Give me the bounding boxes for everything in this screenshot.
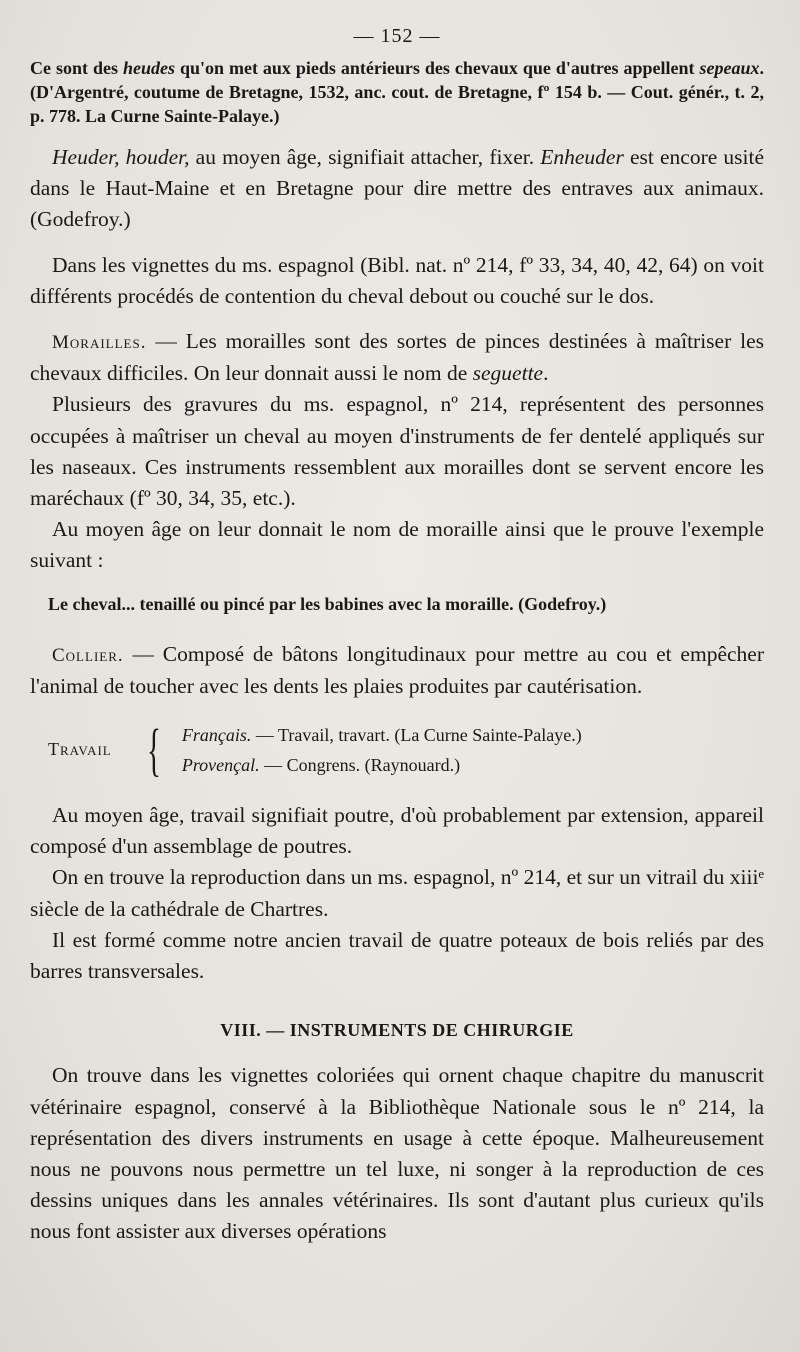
italic-term: Heuder, houder,: [52, 145, 190, 169]
text-run: — Les morailles sont des sortes de pinces destinées à maîtriser les chevaux difficiles. On leur donnait aussi le nom de: [30, 329, 764, 386]
text-run: Ce sont des: [30, 58, 123, 78]
paragraph-reproduction: On en trouve la reproduction dans un ms. espagnol, nº 214, et sur un vitrail du xiiiᵉ siècle de la cathédrale de Chartres.: [30, 865, 764, 921]
text-run: — Congrens. (Raynouard.): [259, 755, 461, 776]
entry-heading: Collier.: [52, 644, 124, 666]
paragraph-poutre: Au moyen âge, travail signifiait poutre, d'où probablement par extension, appareil composé d'un assemblage de poutres.: [30, 803, 764, 859]
section-title: VIII. — INSTRUMENTS DE CHIRURGIE: [220, 1020, 574, 1041]
italic-term: sepeaux: [699, 58, 760, 78]
paragraph-heudes: [30, 56, 764, 128]
quotation: Le cheval... tenaillé ou pincé par les babines avec la moraille. (Godefroy.): [48, 593, 607, 614]
text-run: qu'on met aux pieds antérieurs des chevaux que d'autres appellent: [174, 58, 700, 78]
text-column: [30, 22, 764, 1248]
italic-term: Provençal.: [181, 755, 260, 776]
text-run: .: [543, 361, 549, 386]
text-run: — Travail, travart. (La Curne Sainte-Palaye.): [251, 725, 582, 746]
travail-line-francais: [182, 720, 582, 750]
paragraph-forme: Il est formé comme notre ancien travail de quatre poteaux de bois reliés par des barres transversales.: [30, 927, 764, 984]
travail-lines: [182, 720, 582, 780]
italic-term: Enheuder: [540, 145, 624, 169]
travail-label: Travail: [48, 739, 112, 760]
italic-term: seguette: [472, 361, 544, 386]
italic-term: heudes: [122, 58, 175, 78]
travail-line-provencal: [182, 750, 582, 780]
entry-heading: Morailles.: [52, 332, 147, 354]
text-run: est encore usité dans le Haut-Maine et en Bretagne pour dire mettre des entraves aux animaux. (Godefroy.): [30, 145, 765, 232]
paragraph-moyen-age: Au moyen âge on leur donnait le nom de moraille ainsi que le prouve l'exemple suivant :: [30, 517, 764, 573]
text-run: — Composé de bâtons longitudinaux pour mettre au cou et empêcher l'animal de toucher avec les dents les plaies produites par cautérisation.: [30, 641, 764, 698]
paragraph-gravures: Plusieurs des gravures du ms. espagnol, nº 214, représentent des personnes occupées à maîtriser un cheval au moyen d'instruments de fer dentelé appliqués sur les naseaux. Ces instruments ressemblent aux morailles dont se servent encore les maréchaux (fº 30, 34, 35, etc.).: [30, 392, 764, 511]
paragraph-vignettes: Dans les vignettes du ms. espagnol (Bibl. nat. nº 214, fº 33, 34, 40, 42, 64) on voit différents procédés de contention du cheval debout ou couché sur le dos.: [30, 252, 764, 308]
page-number: — 152 —: [353, 25, 441, 47]
paragraph-heuder: [30, 142, 764, 236]
paragraph-collier: [30, 639, 764, 702]
text-run: au moyen âge, signifiait attacher, fixer.: [189, 145, 541, 169]
travail-entry: [48, 717, 764, 783]
paragraph-instruments: On trouve dans les vignettes coloriées qui ornent chaque chapitre du manuscrit vétérinaire espagnol, conservé à la Bibliothèque Nationale sous le nº 214, la représentation des divers instruments en usage à cette époque. Malheureusement nous ne pouvons nous permettre un tel luxe, ni songer à la reproduction de ces dessins uniques dans les annales vétérinaires. Ils sont d'autant plus curieux qu'ils nous font assister aux diverses opérations: [30, 1063, 764, 1244]
text-run: . (D'Argentré, coutume de Bretagne, 1532, anc. cout. de Bretagne, fº 154 b. — Cout. génér., t. 2, p. 778. La Curne Sainte-Palaye.): [30, 58, 764, 126]
curly-brace: {: [146, 717, 161, 783]
italic-term: Français.: [181, 725, 252, 746]
paragraph-morailles: [30, 326, 764, 389]
